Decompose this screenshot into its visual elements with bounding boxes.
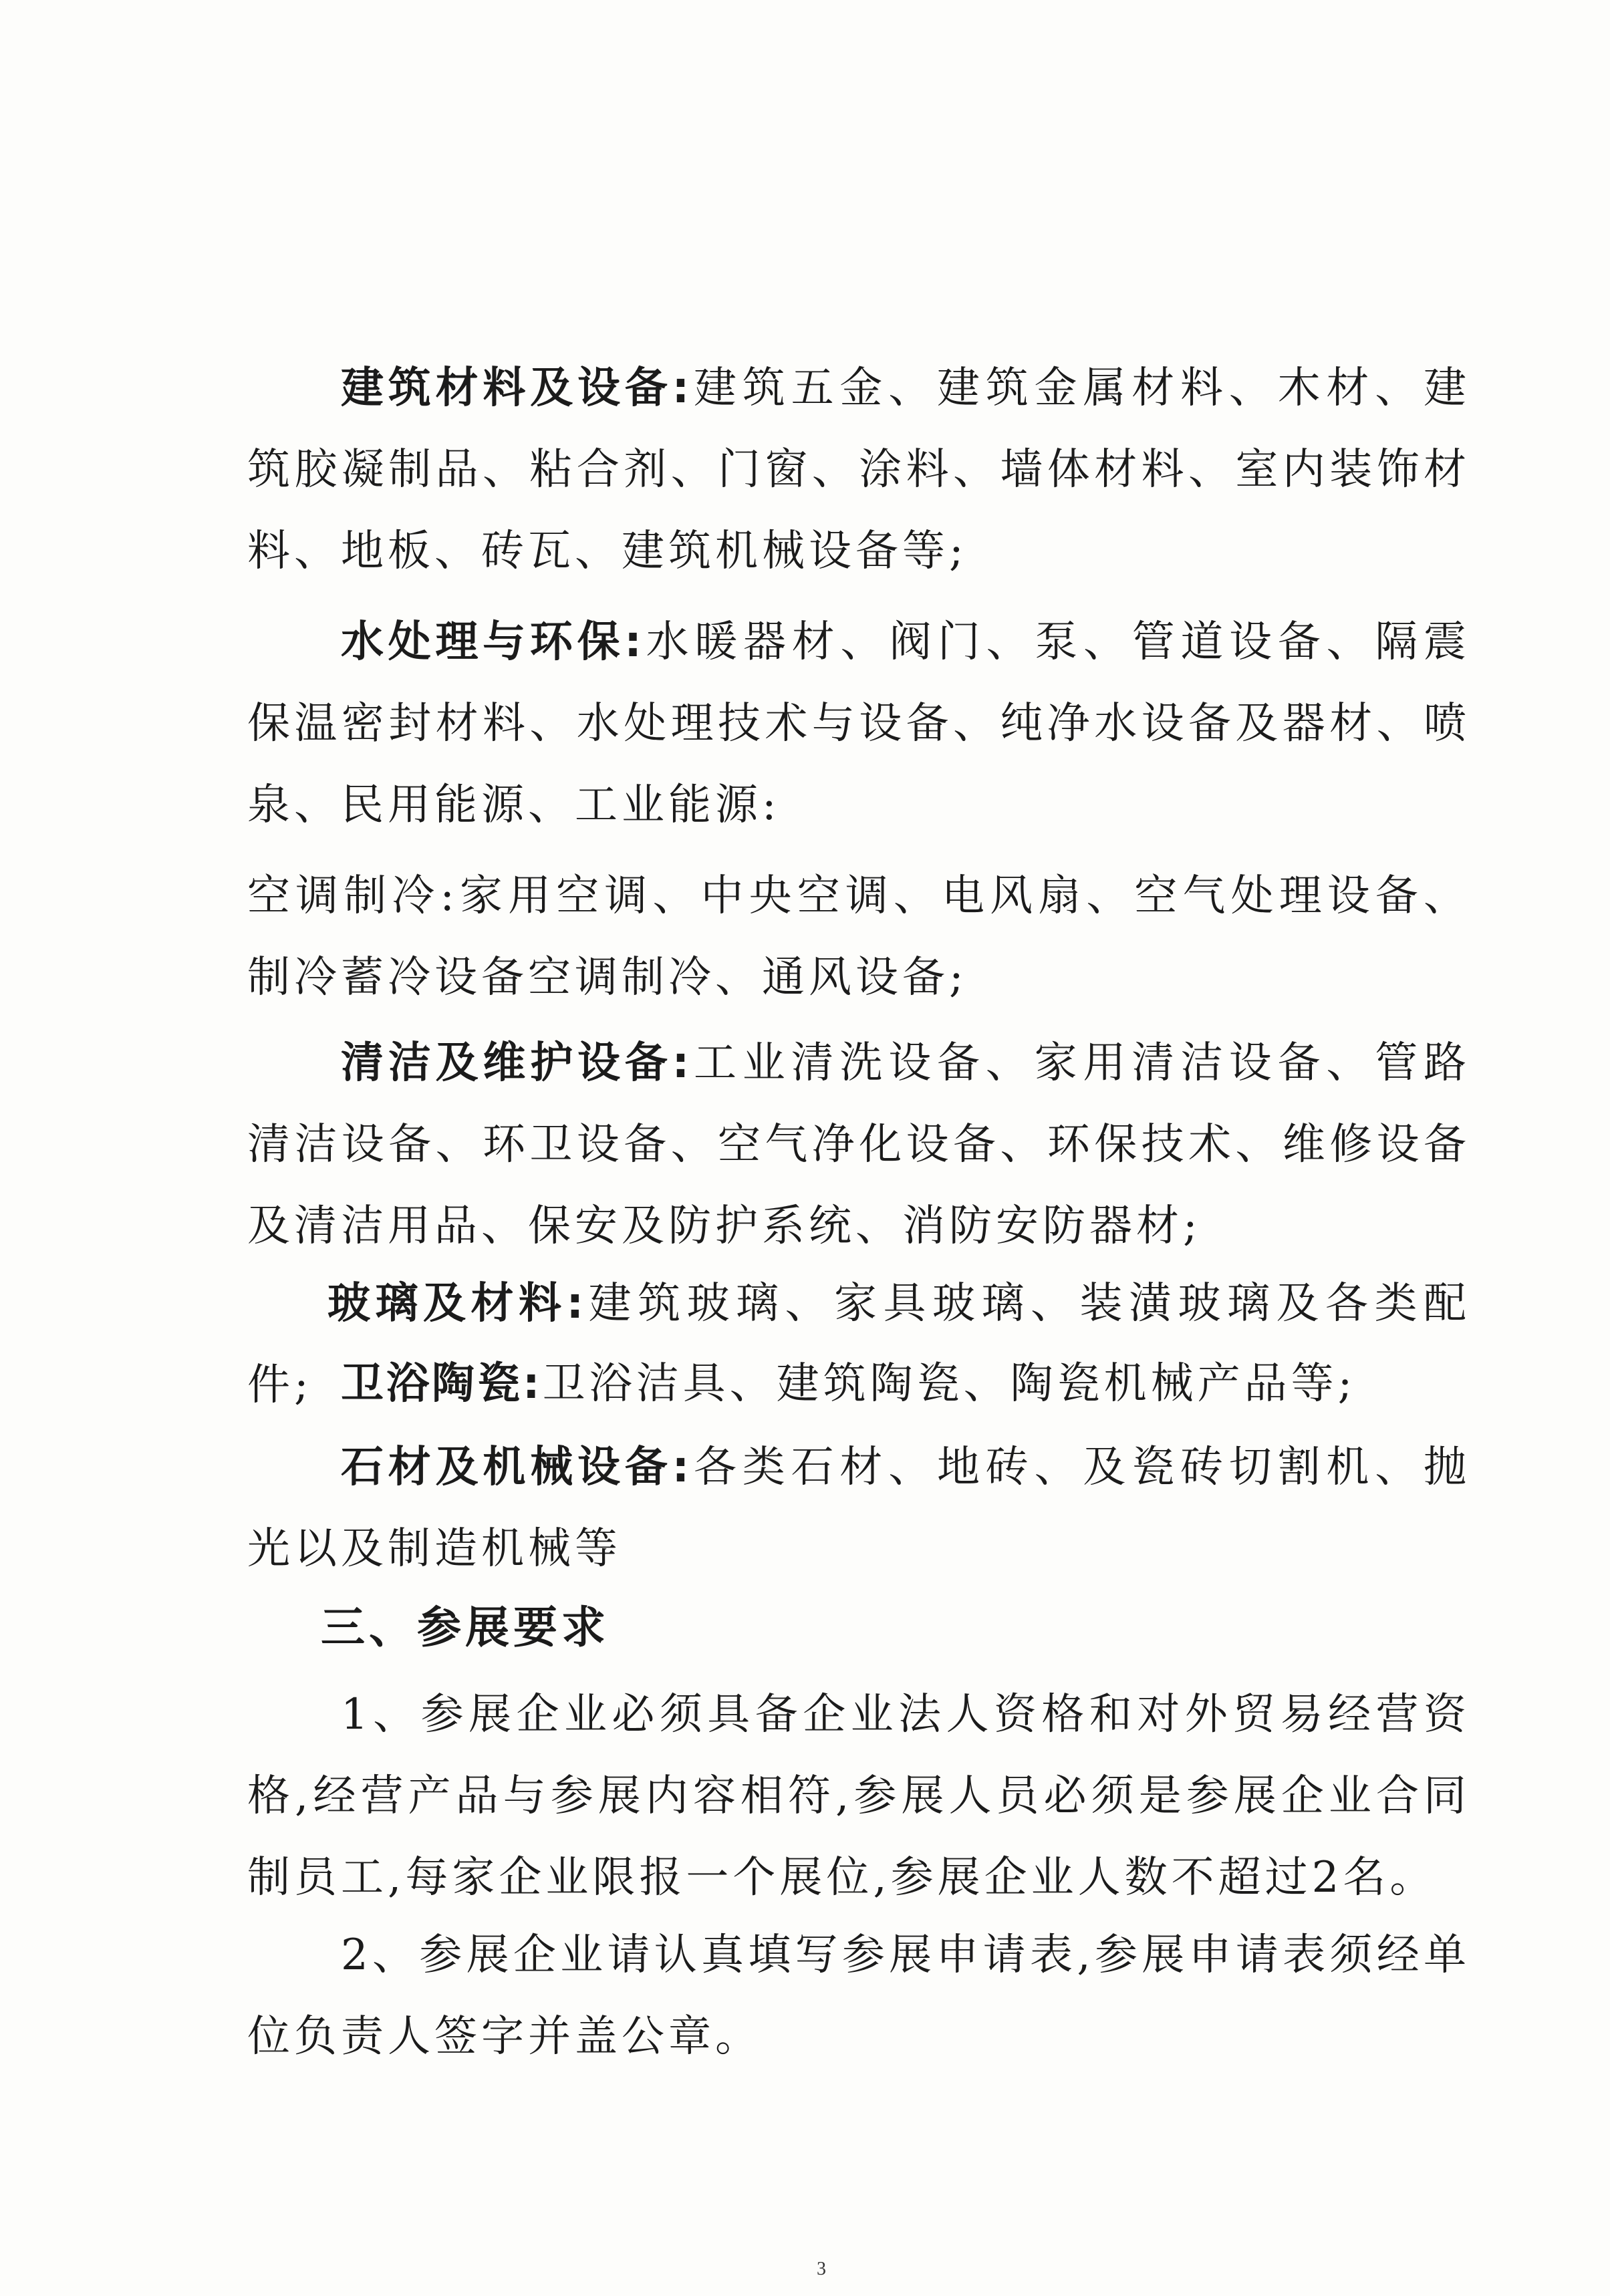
paragraph-text: 建筑玻璃、家具玻璃、装潢玻璃及各类配件; bbox=[247, 1279, 1471, 1410]
requirement-item: 2、参展企业请认真填写参展申请表,参展申请表须经单位负责人签字并盖公章。 bbox=[247, 1930, 1470, 2061]
paragraph-water-treatment bbox=[247, 601, 1470, 846]
paragraph-label: 玻璃及材料: bbox=[327, 1279, 587, 1328]
requirement-item: 1、参展企业必须具备企业法人资格和对外贸易经营资格,经营产品与参展内容相符,参展人员必须是参展企业合同制员工,每家企业限报一个展位,参展企业人数不超过2名。 bbox=[247, 1690, 1470, 1902]
paragraph-stone-machinery bbox=[247, 1427, 1470, 1590]
section-heading: 三、参展要求 bbox=[321, 1602, 610, 1653]
paragraph-label: 卫浴陶瓷: bbox=[341, 1359, 543, 1409]
paragraph-air-conditioning bbox=[247, 855, 1470, 1018]
page-number: 3 bbox=[817, 2259, 826, 2279]
paragraph-text: 空调制冷:家用空调、中央空调、电风扇、空气处理设备、制冷蓄冷设备空调制冷、通风设备; bbox=[247, 871, 1470, 1002]
paragraph-cleaning-equipment bbox=[247, 1022, 1470, 1267]
paragraph-text: 各类石材、地砖、及瓷砖切割机、抛光以及制造机械等 bbox=[247, 1443, 1471, 1574]
paragraph-text: 工业清洗设备、家用清洁设备、管路清洁设备、环卫设备、空气净化设备、环保技术、维修设备及清洁用品、保安及防护系统、消防安防器材; bbox=[247, 1038, 1471, 1251]
paragraph-label: 石材及机械设备: bbox=[341, 1443, 692, 1492]
paragraph-text: 建筑五金、建筑金属材料、木材、建筑胶凝制品、粘合剂、门窗、涂料、墙体材料、室内装饰材料、地板、砖瓦、建筑机械设备等; bbox=[247, 364, 1471, 576]
paragraph-building-materials bbox=[247, 347, 1470, 592]
paragraph-sanitary-ceramics bbox=[247, 1343, 1470, 1425]
paragraph-label: 清洁及维护设备: bbox=[341, 1038, 692, 1088]
paragraph-label: 水处理与环保: bbox=[341, 617, 644, 667]
paragraph-label: 建筑材料及设备: bbox=[341, 364, 692, 413]
paragraph-text: 水暖器材、阀门、泵、管道设备、隔震保温密封材料、水处理技术与设备、纯净水设备及器材、喷泉、民用能源、工业能源: bbox=[247, 617, 1470, 830]
paragraph-text: 卫浴洁具、建筑陶瓷、陶瓷机械产品等; bbox=[542, 1359, 1357, 1409]
